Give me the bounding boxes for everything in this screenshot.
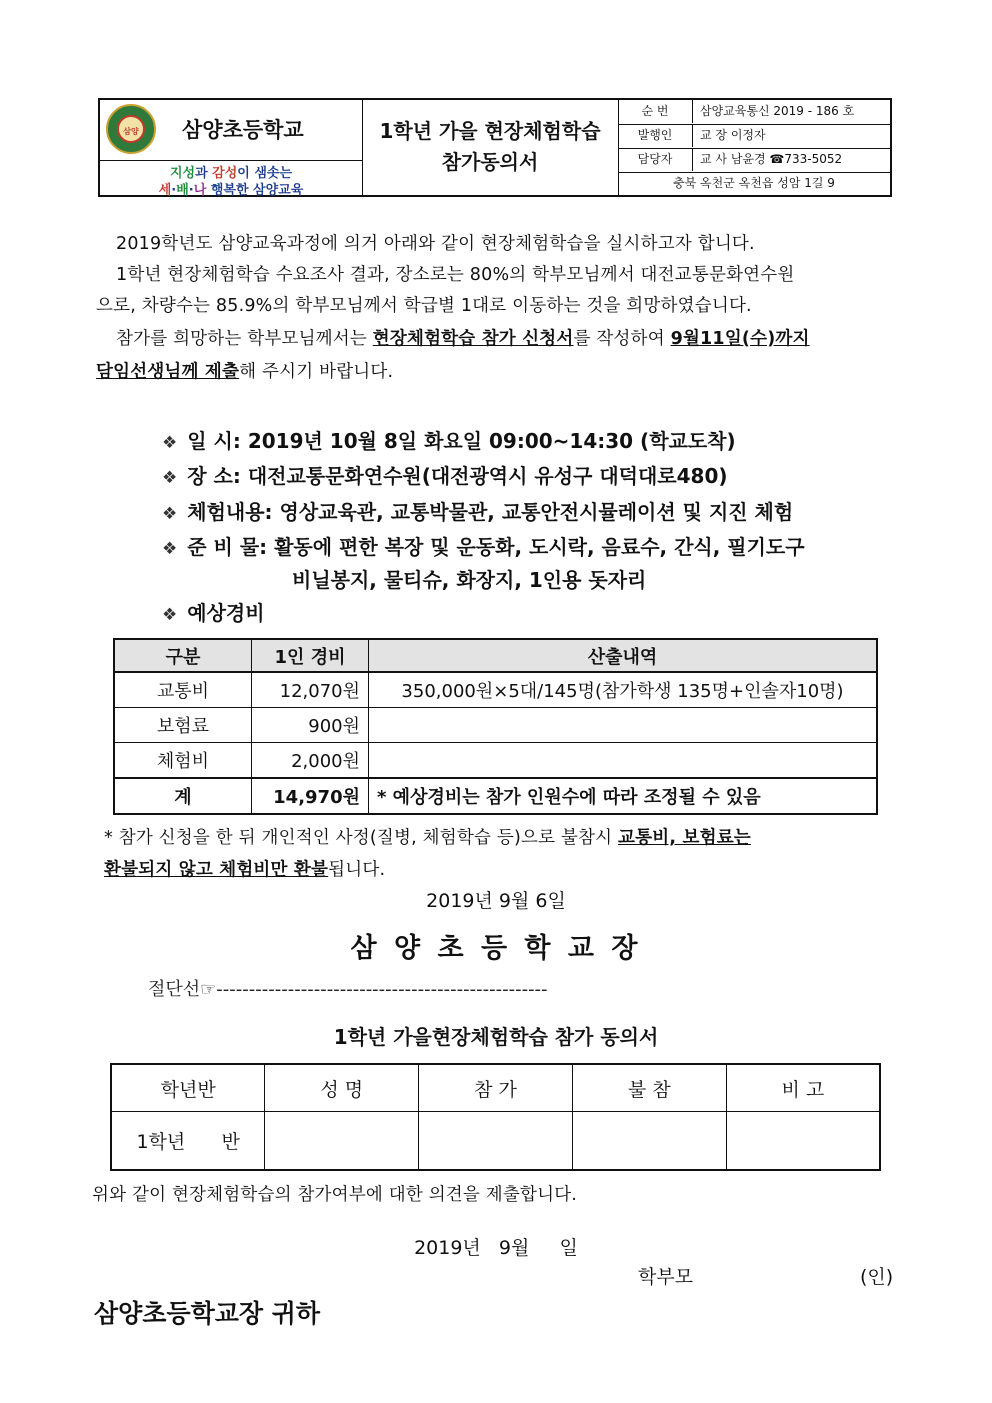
issue-date: 2019년 9월 6일 xyxy=(426,890,566,912)
principal-name: 삼 양 초 등 학 교 장 xyxy=(350,933,642,964)
remarks-field[interactable] xyxy=(726,1112,880,1171)
document-header xyxy=(98,98,892,197)
cost-table xyxy=(113,638,878,815)
info-row-contact: 담당자 교 사 남윤경 ☎733-5052 xyxy=(618,148,890,173)
intro-line4: 참가를 희망하는 학부모님께서는 현장체험학습 참가 신청서를 작성하여 9월11일(수)까지 xyxy=(116,329,810,349)
refund-notice: * 참가 신청을 한 뒤 개인적인 사정(질병, 체험학습 등)으로 불참시 교통비, 보험료는 xyxy=(104,828,751,848)
intro-line3: 으로, 차량수는 85.9%의 학부모님께서 학급별 1대로 이동하는 것을 희망하였습니다. xyxy=(96,296,752,316)
detail-place: ❖ 장 소: 대전교통문화연수원(대전광역시 유성구 대덕대로480) xyxy=(162,464,728,488)
detail-content: ❖ 체험내용: 영상교육관, 교통박물관, 교통안전시뮬레이션 및 지진 체험 xyxy=(162,500,794,524)
school-name: 삼양초등학교 xyxy=(182,118,304,142)
addressee: 삼양초등학교장 귀하 xyxy=(94,1299,321,1328)
consent-statement: 위와 같이 현장체험학습의 참가여부에 대한 의견을 제출합니다. xyxy=(92,1185,578,1205)
consent-date: 2019년 9월 일 xyxy=(414,1237,578,1259)
consent-table xyxy=(110,1063,881,1171)
diamond-icon: ❖ xyxy=(162,605,178,625)
slogan-line2: 세·배·나 행복한 삼양교육 xyxy=(158,183,304,198)
diamond-icon: ❖ xyxy=(162,504,178,524)
logo-text: 삼양 xyxy=(123,127,139,136)
table-row-total: 계 14,970원 * 예상경비는 참가 인원수에 따라 조정될 수 있음 xyxy=(114,778,877,814)
parent-label: 학부모 xyxy=(638,1266,694,1288)
document-title: 1학년 가을 현장체험학습 참가동의서 xyxy=(379,119,601,174)
school-logo-icon xyxy=(106,104,156,154)
detail-prep-cont: 비닐봉지, 물티슈, 화장지, 1인용 돗자리 xyxy=(292,568,647,592)
table-row: 교통비 12,070원 350,000원×5대/145명(참가학생 135명+인솔자10명) xyxy=(114,672,877,708)
title-cell xyxy=(362,100,619,195)
name-field[interactable] xyxy=(265,1112,419,1171)
diamond-icon: ❖ xyxy=(162,468,178,488)
seal-mark: (인) xyxy=(860,1266,894,1288)
cut-line: 절단선☞--------------------------------------------------- xyxy=(148,979,548,1000)
cost-table-header: 구분 1인 경비 산출내역 xyxy=(114,639,877,672)
info-row-publisher: 발행인 교 장 이정자 xyxy=(618,124,890,149)
table-row: 보험료 900원 xyxy=(114,708,877,743)
intro-line5: 담임선생님께 제출해 주시기 바랍니다. xyxy=(96,362,394,382)
detail-cost: ❖ 예상경비 xyxy=(162,601,265,625)
detail-prep: ❖ 준 비 물: 활동에 편한 복장 및 운동화, 도시락, 음료수, 간식, 필기도구 xyxy=(162,535,805,559)
consent-table-header: 학년반 성 명 참 가 불 참 비 고 xyxy=(111,1064,880,1112)
diamond-icon: ❖ xyxy=(162,539,178,559)
table-row: 체험비 2,000원 xyxy=(114,743,877,779)
slogan-line1: 지성과 감성이 샘솟는 xyxy=(169,166,293,181)
info-row-address: 충북 옥천군 옥천읍 성암 1길 9 xyxy=(673,176,835,190)
school-cell xyxy=(100,100,363,198)
logo-emblem xyxy=(117,115,145,143)
intro-line1: 2019학년도 삼양교육과정에 의거 아래와 같이 현장체험학습을 실시하고자 합니다. xyxy=(116,234,755,254)
consent-row xyxy=(111,1112,880,1171)
school-name-cell xyxy=(100,100,362,161)
intro-line2: 1학년 현장체험학습 수요조사 결과, 장소로는 80%의 학부모님께서 대전교통문화연수원 xyxy=(116,265,795,285)
detail-date: ❖ 일 시: 2019년 10월 8일 화요일 09:00~14:30 (학교도착) xyxy=(162,429,736,453)
info-cell xyxy=(618,100,890,195)
consent-title: 1학년 가을현장체험학습 참가 동의서 xyxy=(333,1025,659,1049)
refund-notice-cont: 환불되지 않고 체험비만 환불됩니다. xyxy=(104,860,386,880)
absent-field[interactable] xyxy=(572,1112,726,1171)
diamond-icon: ❖ xyxy=(162,433,178,453)
attend-field[interactable] xyxy=(419,1112,573,1171)
info-row-number: 순 번 삼양교육통신 2019 - 186 호 xyxy=(618,100,890,125)
grade-class-cell: 1학년 반 xyxy=(111,1112,265,1171)
